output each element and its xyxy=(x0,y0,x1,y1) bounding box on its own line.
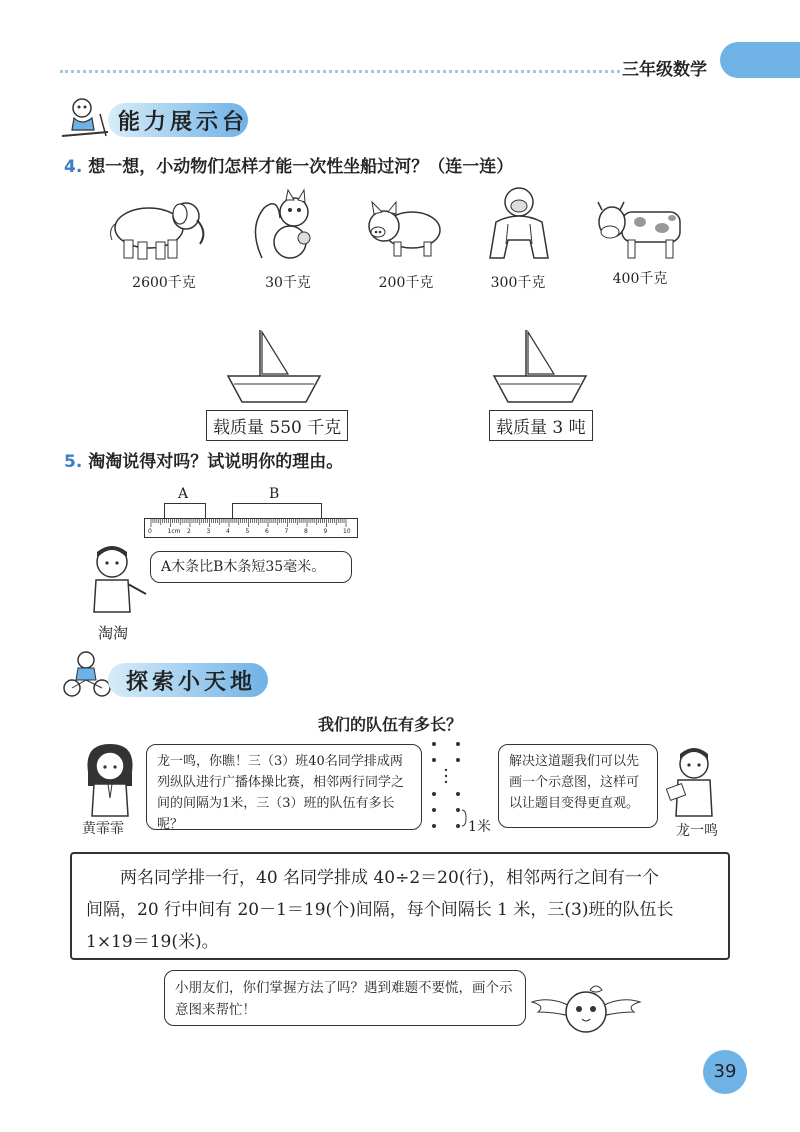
bar-a-label: A xyxy=(178,486,189,502)
question-number: 4. xyxy=(64,157,83,177)
ruler-tick-label: 2 xyxy=(187,528,191,535)
ruler-tick-label: 4 xyxy=(226,528,230,535)
queue-diagram xyxy=(428,740,468,844)
interval-label: 1米 xyxy=(468,819,491,835)
ruler-tick-label: 1cm xyxy=(167,528,181,535)
mascot-skier-icon xyxy=(60,96,112,146)
question-number: 5. xyxy=(64,452,83,472)
speaker-name: 黄霏霏 xyxy=(82,821,124,837)
question-text: 想一想，小动物们怎样才能一次性坐船过河？（连一连） xyxy=(88,157,514,177)
animal-weight: 2600千克 xyxy=(132,275,196,291)
section-title-explore: 探索小天地 xyxy=(126,670,257,695)
gorilla-icon xyxy=(482,184,556,268)
question-text: 淘淘说得对吗？试说明你的理由。 xyxy=(88,452,344,472)
ruler-tick-label: 3 xyxy=(206,528,211,535)
pig-icon xyxy=(366,198,446,264)
speaker-name: 龙一鸣 xyxy=(676,823,718,839)
elephant-icon xyxy=(104,190,214,266)
header-divider xyxy=(60,70,620,73)
page-number: 39 xyxy=(703,1050,747,1094)
ruler-tick-label: 6 xyxy=(265,528,269,535)
ruler xyxy=(144,518,358,538)
boat-capacity-label: 载质量 3 吨 xyxy=(489,410,593,441)
bar-b-label: B xyxy=(269,486,280,502)
boat-capacity-label: 载质量 550 千克 xyxy=(206,410,348,441)
ruler-tick-label: 9 xyxy=(323,528,328,535)
squirrel-icon xyxy=(250,188,320,268)
boat-icon xyxy=(226,328,322,410)
animal-weight: 200千克 xyxy=(378,275,434,291)
boy-taotao-icon xyxy=(86,542,152,624)
boat-icon xyxy=(492,328,588,410)
question-5 xyxy=(64,447,343,472)
header-tab xyxy=(720,42,800,78)
animal-weight: 30千克 xyxy=(265,275,311,291)
girl-huangfeifei-icon xyxy=(80,742,142,822)
ruler-tick-label: 8 xyxy=(304,528,308,535)
speech-bubble-longyiming: 解决这道题我们可以先画一个示意图，这样可以让题目变得更直观。 xyxy=(498,744,658,828)
ruler-tick-label: 10 xyxy=(343,528,351,535)
speech-bubble-huangfeifei: 龙一鸣，你瞧！三（3）班40名同学排成两列纵队进行广播体操比赛，相邻两行同学之间的间隔为1米，三（3）班的队伍有多长呢？ xyxy=(146,744,422,830)
answer-line: 两名同学排一行，40 名同学排成 40÷2＝20(行)，相邻两行之间有一个 xyxy=(120,868,660,888)
question-4 xyxy=(64,152,513,177)
speech-bubble-tip: 小朋友们，你们掌握方法了吗？遇到难题不要慌，画个示意图来帮忙！ xyxy=(164,970,526,1026)
wood-bar-b xyxy=(232,503,322,519)
answer-line: 间隔，20 行中间有 20－1＝19(个)间隔，每个间隔长 1 米，三(3)班的队伍长 xyxy=(86,900,674,920)
animal-weight: 300千克 xyxy=(490,275,546,291)
boy-longyiming-icon xyxy=(666,744,726,824)
answer-box xyxy=(70,852,730,960)
animal-weight: 400千克 xyxy=(612,271,668,287)
section-title-ability: 能力展示台 xyxy=(118,110,249,135)
mascot-cyclist-icon xyxy=(62,650,114,702)
ruler-tick-label: 7 xyxy=(284,528,289,535)
wood-bar-a xyxy=(164,503,206,519)
header-title: 三年级数学 xyxy=(622,60,707,80)
winged-mascot-icon xyxy=(530,976,642,1046)
speaker-name: 淘淘 xyxy=(98,624,129,642)
cow-icon xyxy=(596,198,688,268)
ruler-tick-label: 0 xyxy=(148,528,152,535)
ruler-tick-label: 5 xyxy=(245,528,250,535)
explore-title: 我们的队伍有多长？ xyxy=(318,715,463,734)
speech-bubble-taotao: A木条比B木条短35毫米。 xyxy=(150,551,352,583)
answer-line: 1×19＝19(米)。 xyxy=(86,932,219,952)
